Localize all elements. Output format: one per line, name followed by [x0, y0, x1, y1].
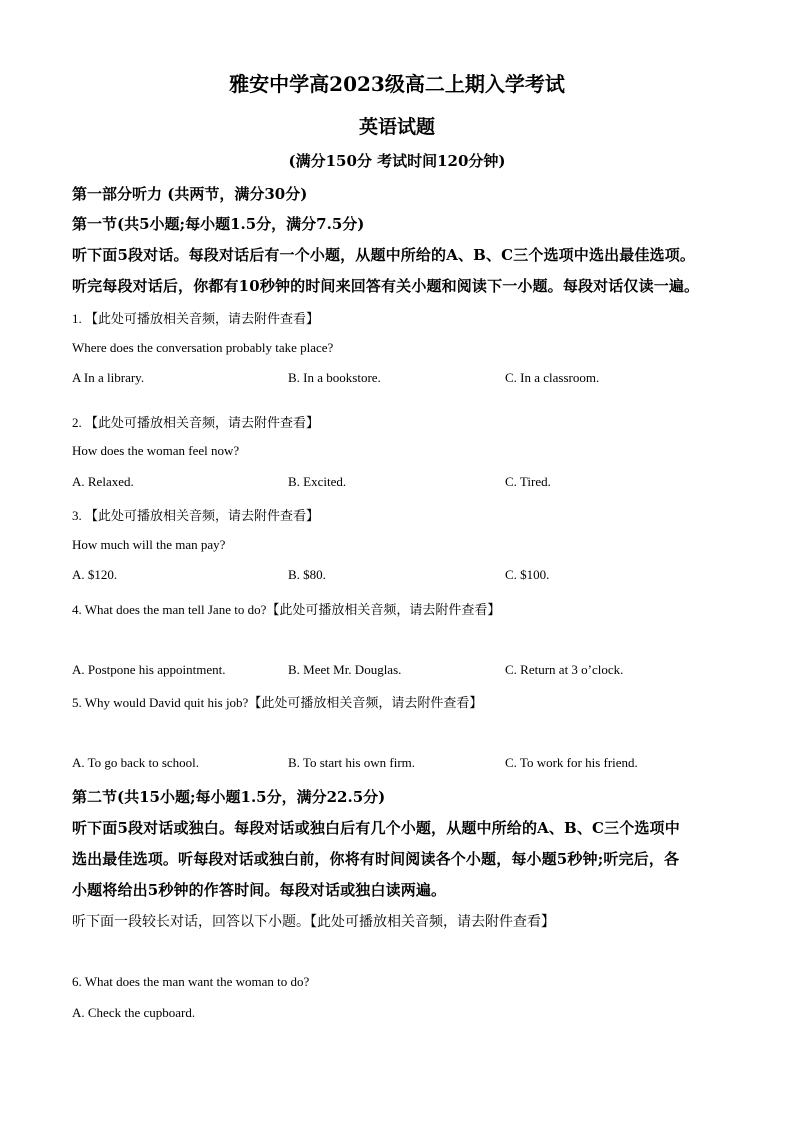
question-5-option-a: A. To go back to school.	[72, 755, 200, 770]
question-4-option-a: A. Postpone his appointment.	[72, 662, 226, 677]
question-4-text: 4. What does the man tell Jane to do?【此处可播放相关音频，请去附件查看】	[72, 602, 501, 617]
question-6-option-a: A. Check the cupboard.	[72, 1005, 196, 1020]
question-2-option-a: A. Relaxed.	[72, 474, 134, 489]
question-3-audio: 3. 【此处可播放相关音频，请去附件查看】	[72, 508, 320, 523]
question-2-audio: 2. 【此处可播放相关音频，请去附件查看】	[72, 415, 320, 430]
question-1-option-a: A In a library.	[72, 370, 145, 385]
section2-instruction-line: 选出最佳选项。听每段对话或独白前，你将有时间阅读各个小题，每小题5秒钟;听完后，各	[72, 850, 680, 868]
exam-score-time-note: (满分150分 考试时间120分钟)	[288, 152, 506, 170]
question-5-option-c: C. To work for his friend.	[505, 755, 638, 770]
question-5-option-b: B. To start his own firm.	[288, 755, 416, 770]
question-3-option-b: B. $80.	[288, 567, 326, 582]
question-2-text: How does the woman feel now?	[72, 443, 240, 458]
section2-instruction-line: 小题将给出5秒钟的作答时间。每段对话或独白读两遍。	[72, 881, 447, 899]
section2-instruction-line: 听下面5段对话或独白。每段对话或独白后有几个小题，从题中所给的A、B、C三个选项中	[72, 819, 680, 837]
question-6-text: 6. What does the man want the woman to do?	[72, 974, 310, 989]
section2-heading: 第二节(共15小题;每小题1.5分，满分22.5分)	[72, 788, 386, 806]
question-1-option-c: C. In a classroom.	[505, 370, 600, 385]
question-5-text: 5. Why would David quit his job?【此处可播放相关音频，请去附件查看】	[72, 695, 483, 710]
question-2-option-b: B. Excited.	[288, 474, 347, 489]
question-3-option-a: A. $120.	[72, 567, 118, 582]
question-4-option-c: C. Return at 3 o’clock.	[505, 662, 624, 677]
question-3-option-c: C. $100.	[505, 567, 550, 582]
section1-heading: 第一节(共5小题;每小题1.5分，满分7.5分)	[72, 215, 365, 233]
question-2-option-c: C. Tired.	[505, 474, 551, 489]
question-4-option-b: B. Meet Mr. Douglas.	[288, 662, 402, 677]
section1-instruction-line: 听下面5段对话。每段对话后有一个小题，从题中所给的A、B、C三个选项中选出最佳选项。	[72, 246, 695, 264]
section1-instruction-line: 听完每段对话后，你都有10秒钟的时间来回答有关小题和阅读下一小题。每段对话仅读一遍。	[72, 277, 700, 295]
exam-subject: 英语试题	[358, 116, 435, 138]
question-1-option-b: B. In a bookstore.	[288, 370, 381, 385]
question-1-audio: 1. 【此处可播放相关音频，请去附件查看】	[72, 311, 320, 326]
exam-title: 雅安中学高2023级高二上期入学考试	[229, 72, 565, 96]
question-1-text: Where does the conversation probably take place?	[72, 340, 334, 355]
section2-intro: 听下面一段较长对话，回答以下小题。【此处可播放相关音频，请去附件查看】	[72, 914, 555, 930]
question-3-text: How much will the man pay?	[72, 537, 226, 552]
part1-heading: 第一部分听力 (共两节，满分30分)	[72, 185, 308, 203]
